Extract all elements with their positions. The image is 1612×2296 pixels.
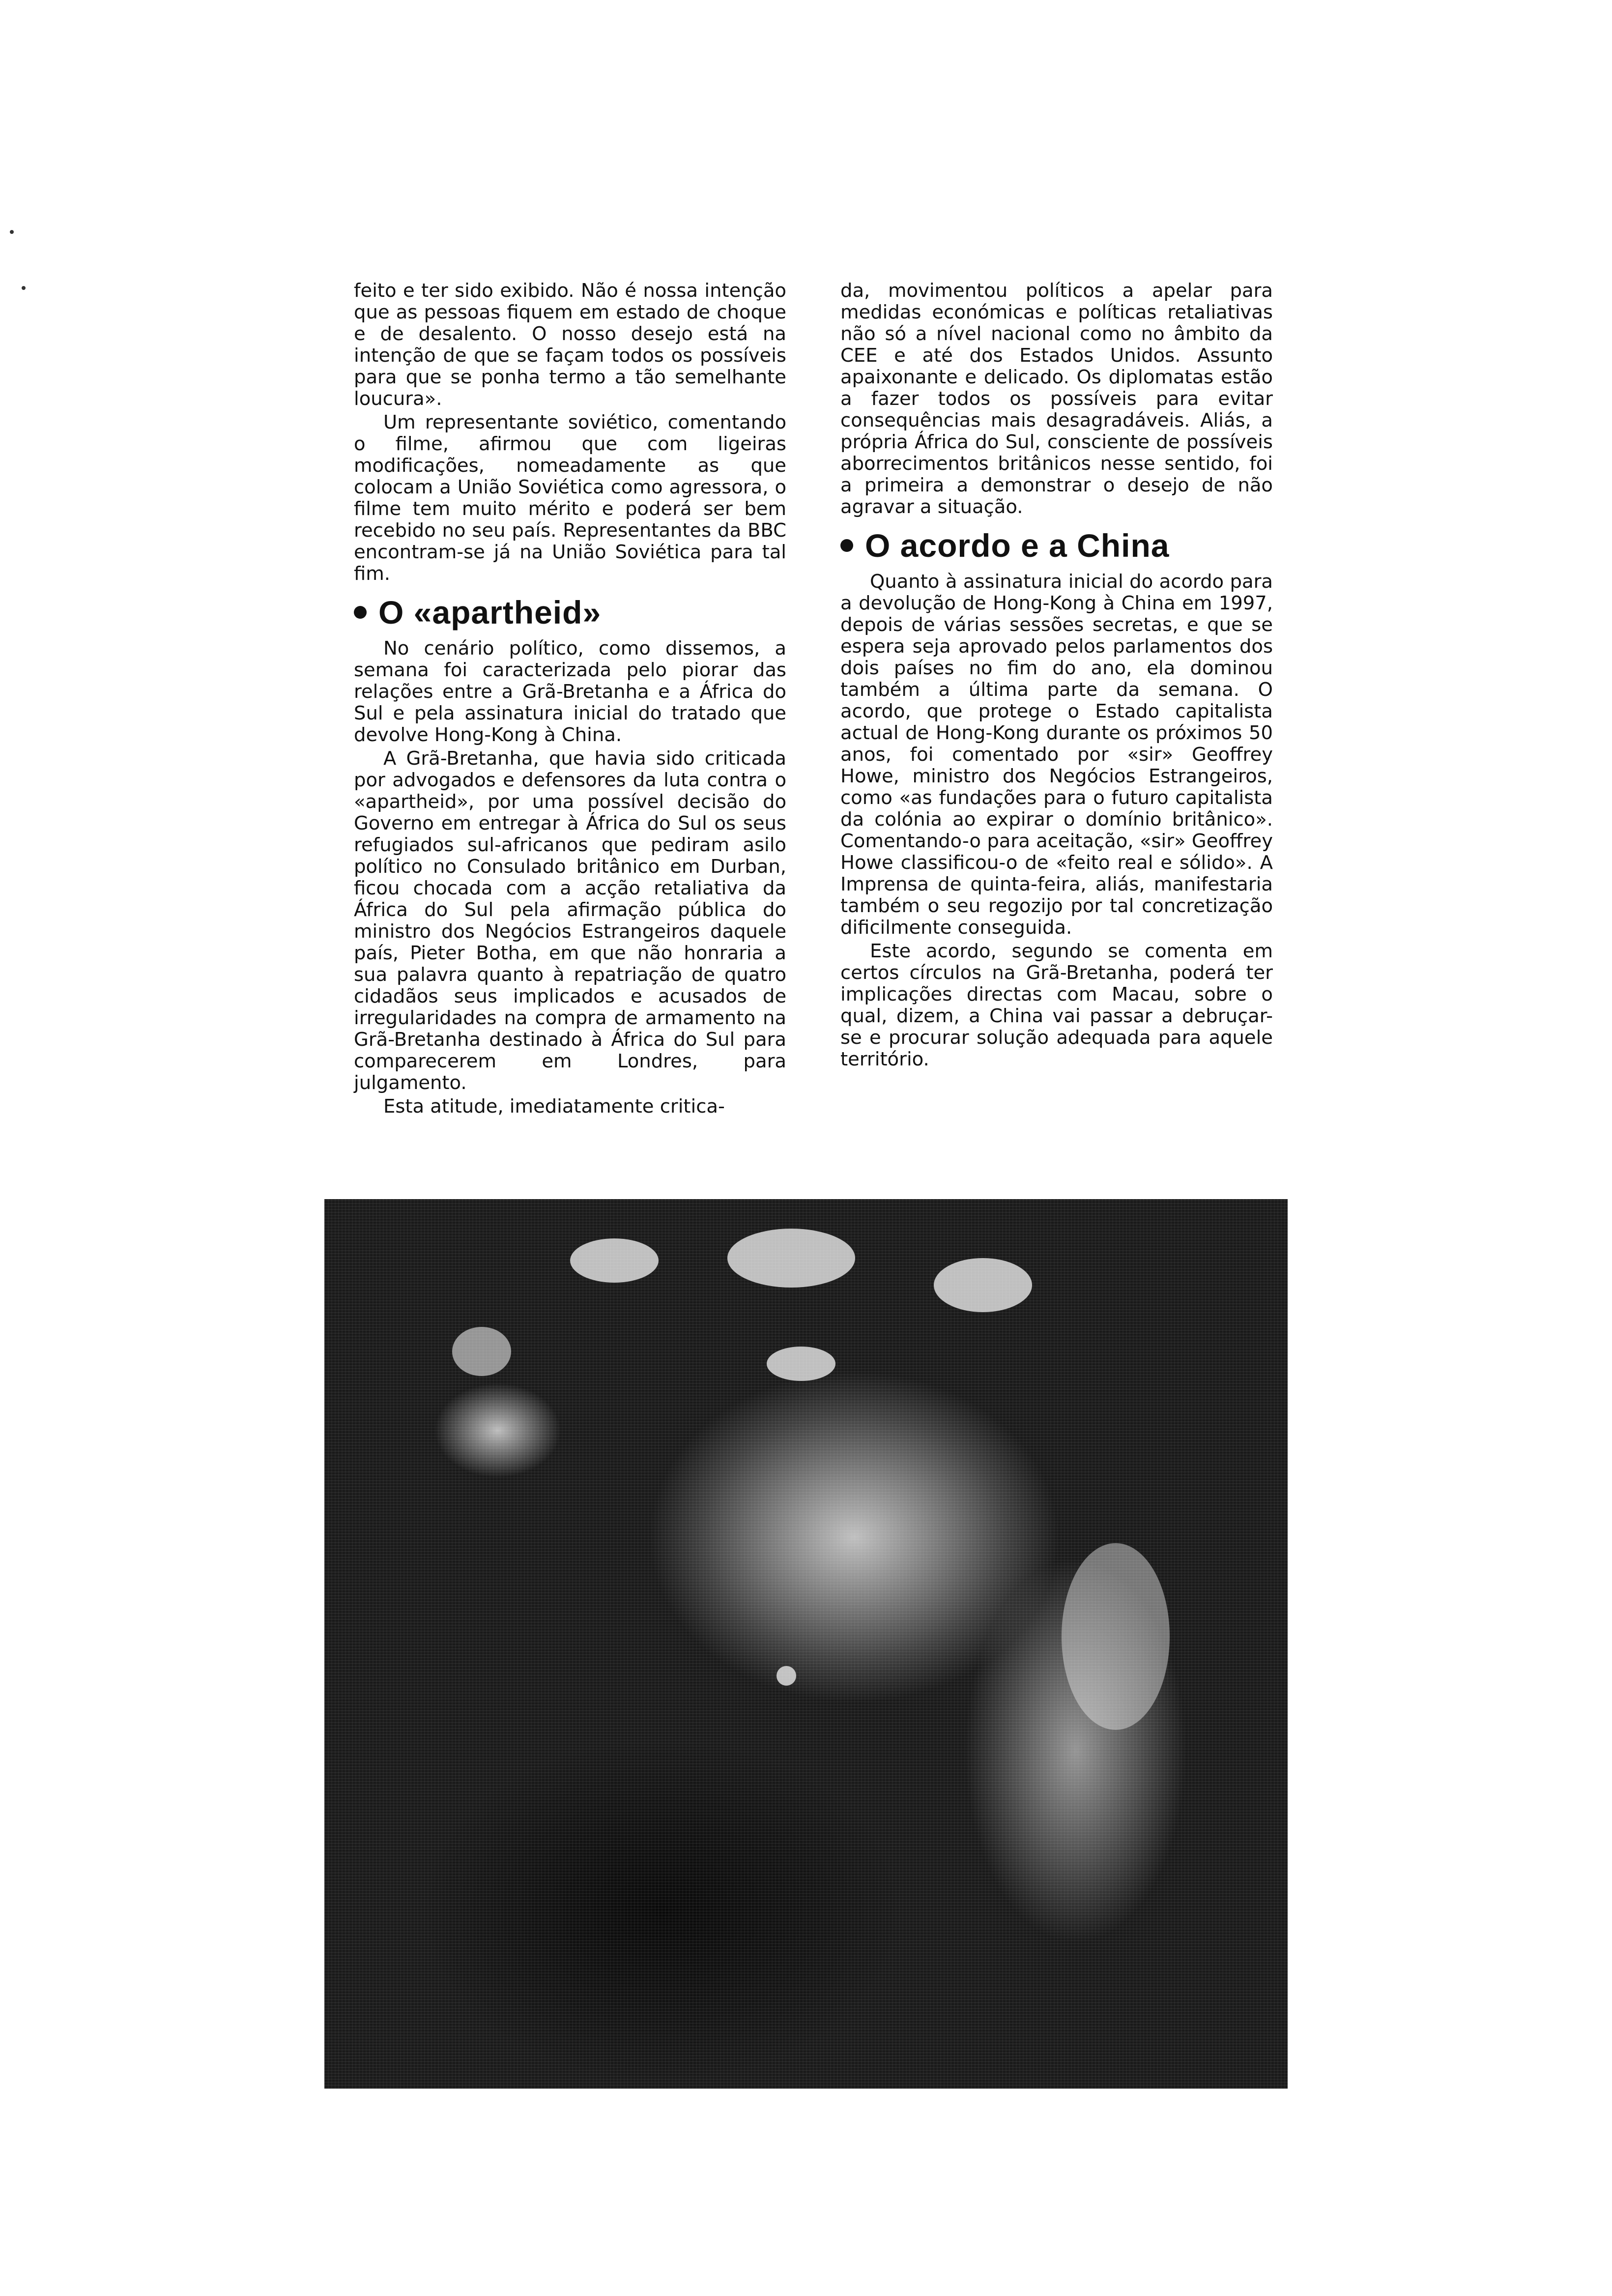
section-heading-apartheid [354,594,786,631]
heading-text: O «apartheid» [378,594,602,631]
paragraph: feito e ter sido exibido. Não é nossa intenção que as pessoas fiquem em estado de choque e de desalento. O nosso desejo está na intenção de que se façam todos os possíveis para que se ponha termo a tão semelhante loucura». [354,280,786,410]
paragraph: No cenário político, como dissemos, a semana foi caracterizada pelo piorar das relações entre a Grã-Bretanha e a África do Sul e pela assinatura inicial do tratado que devolve Hong-Kong à China. [354,637,786,746]
bullet-icon [354,606,367,619]
paragraph: da, movimentou políticos a apelar para medidas económicas e políticas retaliativas não só a nível nacional como no âmbito da CEE e até dos Estados Unidos. Assunto apaixonante e delicado. Os diplomatas estão a fazer todos os possíveis para evitar consequências mais desagradáveis. Aliás, a própria África do Sul, consciente de possíveis aborrecimentos britânicos nesse sentido, foi a primeira a demonstrar o desejo de não agravar a situação. [840,280,1273,518]
paragraph: Um representante soviético, comentando o filme, afirmou que com ligeiras modificações, nomeadamente as que colocam a União Soviética como agressora, o filme tem muito mérito e poderá ser bem recebido no seu país. Representantes da BBC encontram-se já na União Soviética para tal fim. [354,411,786,585]
paragraph: Este acordo, segundo se comenta em certos círculos na Grã-Bretanha, poderá ter implicações directas com Macau, sobre o qual, dizem, a China vai passar a debruçar-se e procurar solução adequada para aquele território. [840,940,1273,1070]
scan-mark [22,286,26,290]
paragraph: Esta atitude, imediatamente critica- [383,1095,725,1118]
photo-grain [324,1199,1288,2089]
section-heading-china [840,527,1273,564]
paragraph: Quanto à assinatura inicial do acordo para a devolução de Hong-Kong à China em 1997, depois de várias sessões secretas, e que se espera seja aprovado pelos parlamentos dos dois países no fim do ano, ela dominou também a última parte da semana. O acordo, que protege o Estado capitalista actual de Hong-Kong durante os próximos 50 anos, foi comentado por «sir» Geoffrey Howe, ministro dos Negócios Estrangeiros, como «as fundações para o futuro capitalista da colónia ao expirar o domínio britânico». Comentando-o para aceitação, «sir» Geoffrey Howe classificou-o de «feito real e sólido». A Imprensa de quinta-feira, aliás, manifestaria também o seu regozijo por tal concretização dificilmente conseguida. [840,571,1273,939]
newspaper-clipping [324,265,1288,2089]
left-column [354,280,786,1119]
newspaper-photo [324,1199,1288,2089]
scan-mark [10,230,14,234]
paragraph: A Grã-Bretanha, que havia sido criticada por advogados e defensores da luta contra o «apartheid», por uma possível decisão do Governo em entregar à África do Sul os seus refugiados sul-africanos que pediram asilo político no Consulado britânico em Durban, ficou chocada com a acção retaliativa da África do Sul pela afirmação pública do ministro dos Negócios Estrangeiros daquele país, Pieter Botha, em que não honraria a sua palavra quanto à repatriação de quatro cidadãos seus implicados e acusados de irregularidades na compra de armamento na Grã-Bretanha destinado à África do Sul para comparecerem em Londres, para julgamento. [354,747,786,1094]
right-column [840,280,1273,1072]
bullet-icon [840,539,853,552]
heading-text: O acordo e a China [865,527,1170,564]
